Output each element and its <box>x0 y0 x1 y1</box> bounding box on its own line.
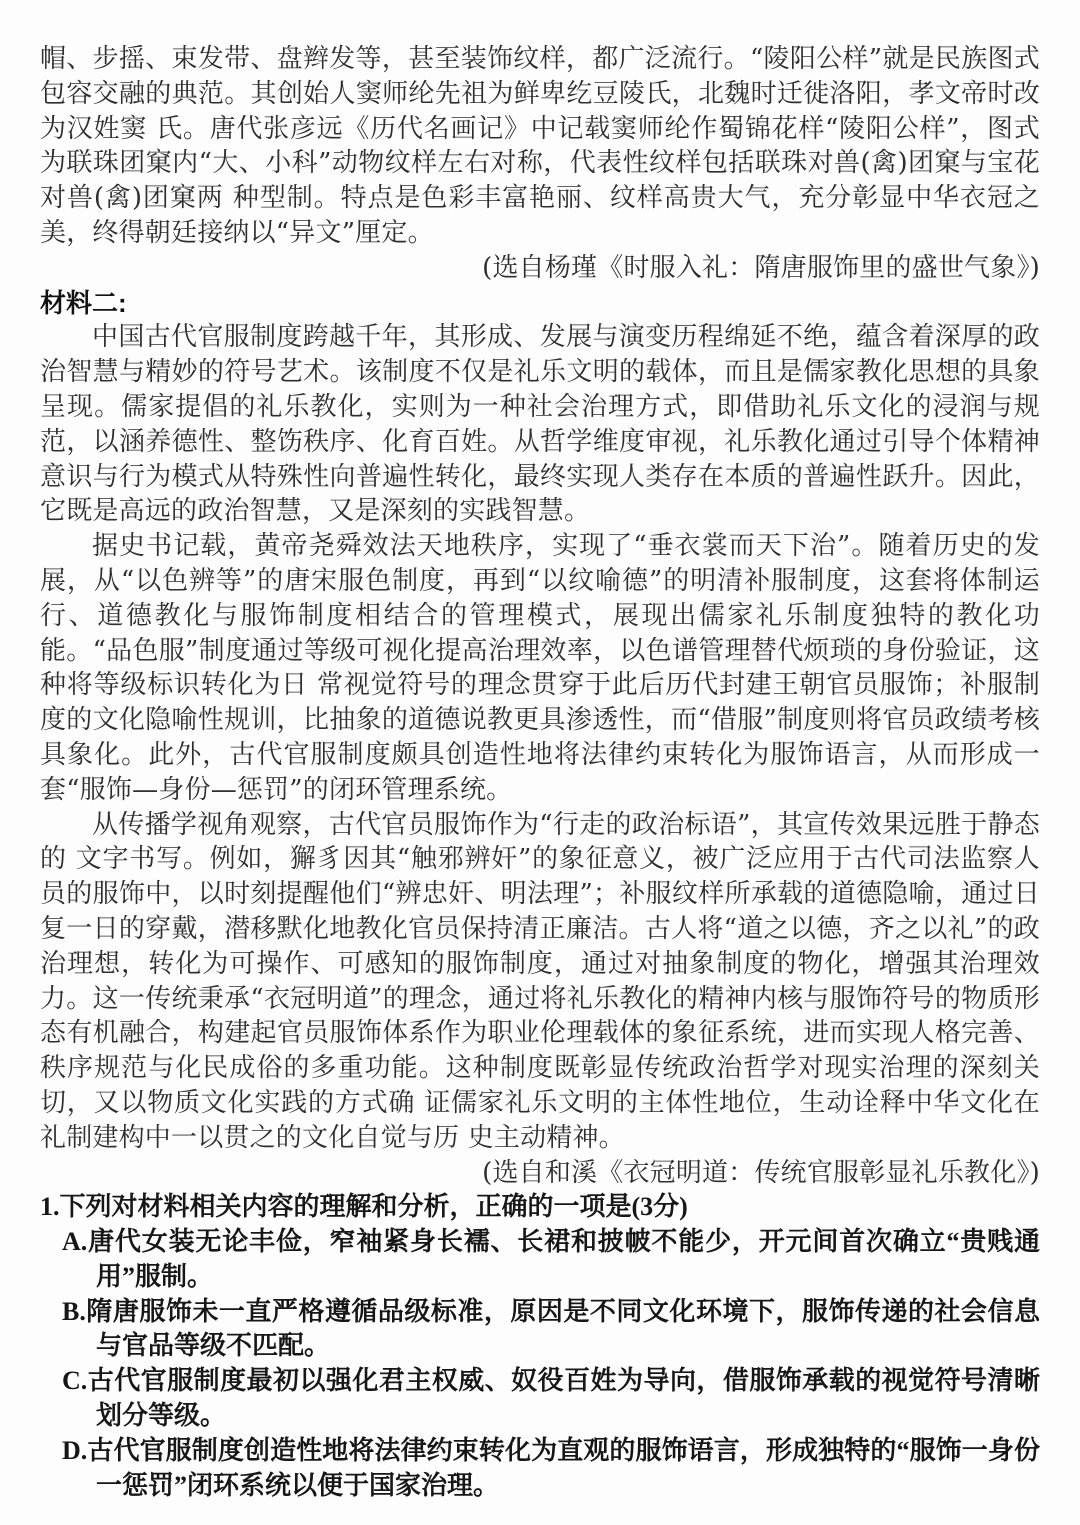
material-one-attribution: (选自杨瑾《时服入礼：隋唐服饰里的盛世气象》) <box>482 252 1040 283</box>
option-c-text: 古代官服制度最初以强化君主权威、奴役百姓为导向，借服饰承载的视觉符号清晰划分等级。 <box>87 1366 1040 1431</box>
question-1-option-a <box>40 1225 1040 1295</box>
material-two-paragraph-1: 中国古代官服制度跨越千年，其形成、发展与演变历程绵延不绝，蕴含着深厚的政治智慧与精妙的符号艺术。该制度不仅是礼乐文明的载体，而且是儒家教化思想的具象呈现。儒家提倡的礼乐教化，实则为一种社会治理方式，即借助礼乐文化的浸润与规范，以涵养德性、整饬秩序、化育百姓。从哲学维度审视，礼乐教化通过引导个体精神意识与行为模式从特殊性向普遍性转化，最终实现人类存在本质的普遍性跃升。因此，它既是高远的政治智慧，又是深刻的实践智慧。 <box>40 322 1040 527</box>
question-1-number: 1. <box>40 1192 60 1222</box>
option-b-text: 隋唐服饰未一直严格遵循品级标准，原因是不同文化环境下，服饰传递的社会信息与官品等级不匹配。 <box>85 1296 1040 1361</box>
material-two-attribution: (选自和溪《衣冠明道：传统官服彰显礼乐教化》) <box>482 1157 1040 1188</box>
option-d-label: D. <box>62 1435 88 1465</box>
material-two-paragraph-3: 从传播学视角观察，古代官员服饰作为“行走的政治标语”，其宣传效果远胜于静态的 文字书写。例如，獬豸因其“触邪辨奸”的象征意义，被广泛应用于古代司法监察人员的服饰中，以时刻提醒他们“辨忠奸、明法理”；补服纹样所承载的道德隐喻，通过日复一日的穿戴，潜移默化地教化官员保持清正廉洁。古人将“道之以德，齐之以礼”的政治理想，转化为可操作、可感知的服饰制度，通过对抽象制度的物化，增强其治理效力。这一传统秉承“衣冠明道”的理念，通过将礼乐教化的精神内核与服饰符号的物质形态有机融合，构建起官员服饰体系作为职业伦理载体的象征系统，进而实现人格完善、秩序规范与化民成俗的多重功能。这种制度既彰显传统政治哲学对现实治理的深刻关切，又以物质文化实践的方式确 证儒家礼乐文明的主体性地位，生动诠释中华文化在礼制建构中一以贯之的文化自觉与历 史主动精神。 <box>40 809 1040 1153</box>
question-1-option-d <box>40 1434 1040 1504</box>
option-d-text: 古代官服制度创造性地将法律约束转化为直观的服饰语言，形成独特的“服饰一身份一惩罚”闭环系统以便于国家治理。 <box>87 1435 1040 1500</box>
material-one-continuation-paragraph: 帽、步摇、束发带、盘辫发等，甚至装饰纹样，都广泛流行。“陵阳公样”就是民族图式包容交融的典范。其创始人窦师纶先祖为鲜卑纥豆陵氏，北魏时迁徙洛阳，孝文帝时改为汉姓窦 氏。唐代张彦远《历代名画记》中记载窦师纶作蜀锦花样“陵阳公样”，图式为联珠团窠内“大、小科”动物纹样左右对称，代表性纹样包括联珠对兽(禽)团窠与宝花对兽(禽)团窠两 种型制。特点是色彩丰富艳丽、纹样高贵大气，充分彰显中华衣冠之美，终得朝廷接纳以“异文”厘定。 <box>40 44 1040 248</box>
option-b-label: B. <box>62 1296 86 1326</box>
option-a-label: A. <box>62 1227 88 1257</box>
question-1-stem <box>40 1190 1040 1225</box>
material-two-heading: 材料二: <box>40 287 127 318</box>
option-c-label: C. <box>62 1366 88 1396</box>
option-a-text: 唐代女装无论丰俭，窄袖紧身长襦、长裙和披帔不能少，开元间首次确立“贵贱通用”服制。 <box>87 1227 1040 1291</box>
material-two-paragraph-2: 据史书记载，黄帝尧舜效法天地秩序，实现了“垂衣裳而天下治”。随着历史的发展，从“以色辨等”的唐宋服色制度，再到“以纹喻德”的明清补服制度，这套将体制运行、道德教化与服饰制度相结合的管理模式，展现出儒家礼乐制度独特的教化功能。“品色服”制度通过等级可视化提高治理效率，以色谱管理替代烦琐的身份验证，这种将等级标识转化为日 常视觉符号的理念贯穿于此后历代封建王朝官员服饰；补服制度的文化隐喻性规训，比抽象的道德说教更具渗透性，而“借服”制度则将官员政绩考核具象化。此外，古代官服制度颇具创造性地将法律约束转化为服饰语言，从而形成一套“服饰—身份—惩罚”的闭环管理系统。 <box>40 531 1040 805</box>
question-1-stem-text: 下列对材料相关内容的理解和分析，正确的一项是(3分) <box>59 1192 688 1222</box>
question-1-option-c <box>40 1364 1040 1434</box>
question-1-option-b <box>40 1295 1040 1365</box>
